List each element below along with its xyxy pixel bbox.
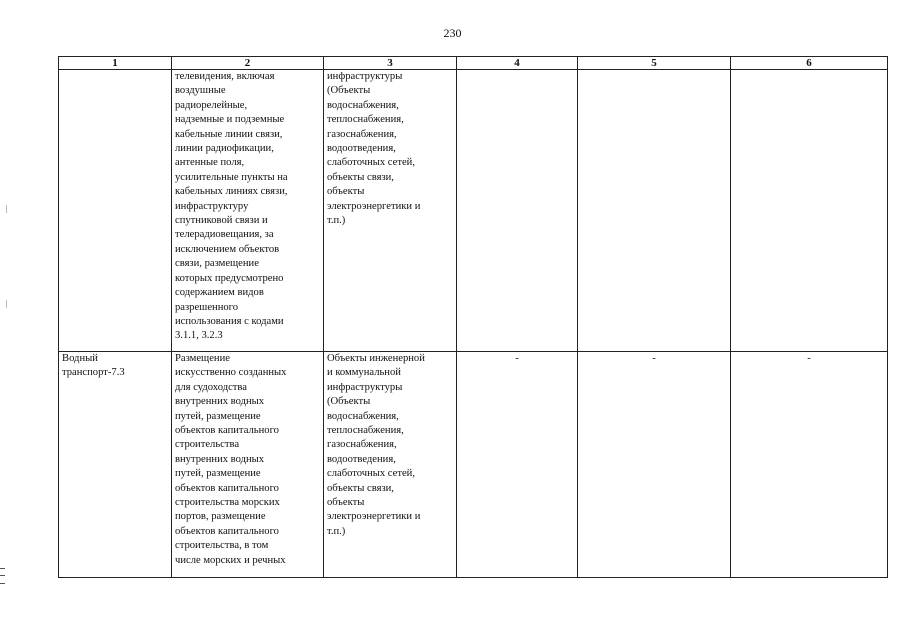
scan-margin-mark bbox=[6, 300, 7, 308]
table-cell bbox=[172, 70, 324, 352]
table-cell bbox=[731, 70, 888, 352]
page-number: 230 bbox=[443, 26, 462, 40]
column-header-1: 1 bbox=[59, 57, 172, 70]
column-header-4: 4 bbox=[457, 57, 578, 70]
column-header-5: 5 bbox=[578, 57, 731, 70]
table-row bbox=[59, 70, 888, 352]
cell-text: - bbox=[515, 353, 519, 364]
table-cell bbox=[578, 70, 731, 352]
table-row bbox=[59, 352, 888, 578]
cell-text: Водный транспорт-7.3 bbox=[62, 353, 125, 379]
table-cell bbox=[324, 70, 457, 352]
table-cell bbox=[457, 352, 578, 578]
table-cell bbox=[59, 70, 172, 352]
table-cell bbox=[172, 352, 324, 578]
column-header-3: 3 bbox=[324, 57, 457, 70]
cell-text: инфраструктуры (Объекты водоснабжения, теплоснабжения, газоснабжения, водоотведения, слаботочных сетей, объекты связи, объекты электроэнергетики и т.п.) bbox=[327, 71, 421, 227]
cell-text: Размещение искусственно созданных для судоходства внутренних водных путей, размещение объектов капитального строительства внутренних водных путей, размещение объектов капитального строительства морских портов, размещение объектов капитального строительства, в том числе морских и речных bbox=[175, 353, 287, 566]
table-cell bbox=[578, 352, 731, 578]
binding-edge-mark bbox=[0, 568, 5, 584]
table-cell bbox=[324, 352, 457, 578]
table-cell bbox=[457, 70, 578, 352]
table-header-row bbox=[59, 57, 888, 70]
cell-text: телевидения, включая воздушные радиорелейные, надземные и подземные кабельные линии связи, линии радиофикации, антенные поля, усилительные пункты на кабельных линиях связи, инфраструктуру спутниковой связи и телерадиовещания, за исключением объектов связи, размещение которых предусмотрено содержанием видов разрешенного использования с кодами 3.1.1, 3.2.3 bbox=[175, 71, 288, 342]
table-cell bbox=[59, 352, 172, 578]
cell-text: Объекты инженерной и коммунальной инфраструктуры (Объекты водоснабжения, теплоснабжения, газоснабжения, водоотведения, слаботочных сетей, объекты связи, объекты электроэнергетики и т.п.) bbox=[327, 353, 425, 537]
scan-margin-mark bbox=[6, 205, 7, 213]
cell-text: - bbox=[652, 353, 656, 364]
column-header-6: 6 bbox=[731, 57, 888, 70]
column-header-2: 2 bbox=[172, 57, 324, 70]
table-cell bbox=[731, 352, 888, 578]
cell-text: - bbox=[807, 353, 811, 364]
document-table bbox=[58, 56, 888, 578]
